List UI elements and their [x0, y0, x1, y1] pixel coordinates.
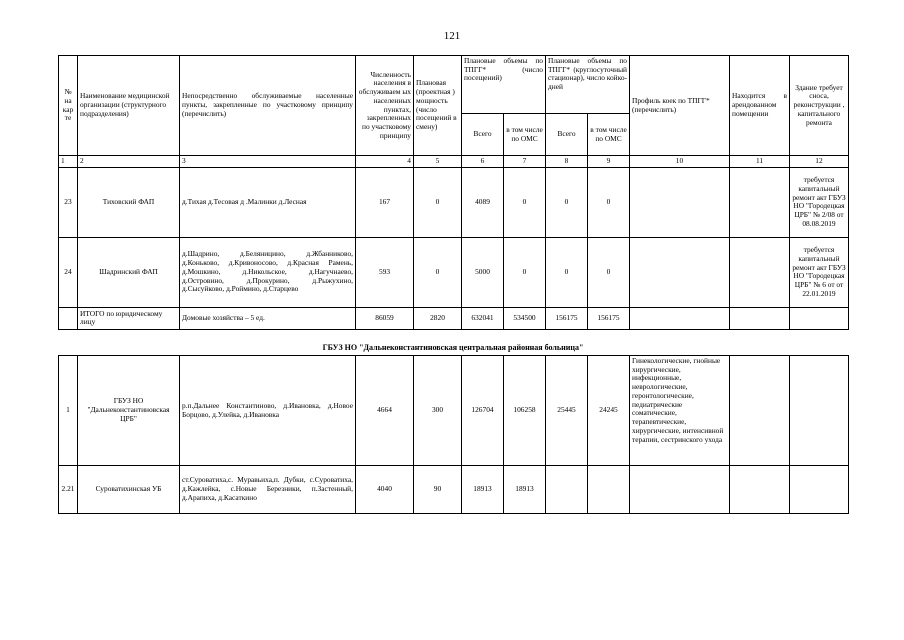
header-visits-oms: в том числе по ОМС — [504, 114, 546, 156]
row-num: 24 — [59, 237, 78, 307]
header-repair: Здание требует сноса, реконструкции , капитального ремонта — [790, 56, 849, 156]
row-hospital-oms: 0 — [588, 237, 630, 307]
row-population: 593 — [356, 237, 414, 307]
header-visits: Плановые объемы по ТПГГ* (число посещений) — [462, 56, 546, 114]
header-rented: Находится в арендованном помещении — [730, 56, 790, 156]
row-bed-profile — [630, 466, 730, 514]
row-places: д.Тихая д.Тесовая д .Малинки д.Лесная — [180, 167, 356, 237]
row-population: 86059 — [356, 307, 414, 329]
table-row — [59, 167, 849, 237]
row-hospital-total — [546, 466, 588, 514]
row-visits-oms: 18913 — [504, 466, 546, 514]
row-bed-profile: Гинекологические, гнойные хирургические, инфекционные, неврологические, геронтологические, педиатрические соматические, терапевтические, хирургические, интенсивной терапии, сестринского ухода — [630, 356, 730, 466]
row-places: р.п.Дальнее Константиново, д.Ивановка, д.Новое Борцово, д.Улейка, д.Ивановка — [180, 356, 356, 466]
colnum: 12 — [790, 156, 849, 168]
header-bed-profile: Профиль коек по ТПГГ* (перечислить) — [630, 56, 730, 156]
row-visits-total: 18913 — [462, 466, 504, 514]
row-org-name: Тиховский ФАП — [78, 167, 180, 237]
row-num: 1 — [59, 356, 78, 466]
colnum: 3 — [180, 156, 356, 168]
header-visits-total: Всего — [462, 114, 504, 156]
row-visits-total: 5000 — [462, 237, 504, 307]
row-repair — [790, 466, 849, 514]
row-capacity: 0 — [414, 167, 462, 237]
row-places: ст.Суроватиха,с. Муравьиха,п. Дубки, с.Суроватиха, д.Кажлейка, с.Новые Березники, п.Застенный, д.Арапиха, д.Касаткино — [180, 466, 356, 514]
colnum: 7 — [504, 156, 546, 168]
section-title: ГБУЗ НО "Дальнеконстантиновская центральная районная больница" — [322, 343, 584, 352]
column-numbers-row — [59, 156, 849, 168]
row-rented — [730, 307, 790, 329]
row-hospital-total: 0 — [546, 237, 588, 307]
table-row — [59, 237, 849, 307]
row-num: 2.21 — [59, 466, 78, 514]
row-rented — [730, 466, 790, 514]
row-hospital-total: 156175 — [546, 307, 588, 329]
colnum: 2 — [78, 156, 180, 168]
row-num — [59, 307, 78, 329]
header-places: Непосредственно обслуживаемые населенные пункты, закрепленные по участковому принципу (перечислить) — [180, 56, 356, 156]
row-visits-total: 632041 — [462, 307, 504, 329]
row-capacity: 300 — [414, 356, 462, 466]
row-population: 4664 — [356, 356, 414, 466]
header-hospital-total: Всего — [546, 114, 588, 156]
row-org-name: Шадринский ФАП — [78, 237, 180, 307]
colnum: 11 — [730, 156, 790, 168]
row-hospital-total: 25445 — [546, 356, 588, 466]
row-visits-oms: 106258 — [504, 356, 546, 466]
row-visits-oms: 0 — [504, 167, 546, 237]
row-rented — [730, 167, 790, 237]
table-row — [59, 466, 849, 514]
page-number: 121 — [443, 30, 461, 42]
colnum: 9 — [588, 156, 630, 168]
row-visits-oms: 0 — [504, 237, 546, 307]
row-bed-profile — [630, 307, 730, 329]
colnum: 1 — [59, 156, 78, 168]
row-repair: требуется капитальный ремонт акт ГБУЗ НО "Городецкая ЦРБ" № 2/08 от 08.08.2019 — [790, 167, 849, 237]
header-capacity: Плановая (проектная ) мощность (число посещений в смену) — [414, 56, 462, 156]
row-places: Домовые хозяйства – 5 ед. — [180, 307, 356, 329]
row-capacity: 2820 — [414, 307, 462, 329]
row-org-name: ИТОГО по юридическому лицу — [78, 307, 180, 329]
row-bed-profile — [630, 167, 730, 237]
colnum: 4 — [356, 156, 414, 168]
header-org-name: Наименование медицинской организации (структурного подразделения) — [78, 56, 180, 156]
total-row — [59, 307, 849, 329]
row-capacity: 90 — [414, 466, 462, 514]
row-rented — [730, 237, 790, 307]
header-hospital-oms: в том числе по ОМС — [588, 114, 630, 156]
row-hospital-oms: 24245 — [588, 356, 630, 466]
row-population: 4040 — [356, 466, 414, 514]
row-capacity: 0 — [414, 237, 462, 307]
row-places: д.Шадрино, д.Беляницино, д.Жбанниково, д.Коньково, д.Кривоносово, д.Красная Рамень, д.Мошкино, д.Никольское, д.Нагучнаево, д.Островино, д.Прокурино, д.Рыжухино, д.Сысуйково, д.Роймино, д.Старцево — [180, 237, 356, 307]
row-visits-total: 4089 — [462, 167, 504, 237]
row-hospital-total: 0 — [546, 167, 588, 237]
facilities-table-top — [58, 55, 849, 330]
table-row — [59, 356, 849, 466]
row-bed-profile — [630, 237, 730, 307]
row-repair — [790, 356, 849, 466]
colnum: 5 — [414, 156, 462, 168]
row-hospital-oms: 0 — [588, 167, 630, 237]
colnum: 10 — [630, 156, 730, 168]
colnum: 8 — [546, 156, 588, 168]
facilities-table-bottom — [58, 355, 849, 514]
header-population: Численность населения в обслуживаем ых населенных пунктах, закрепленных по участковому принципу — [356, 56, 414, 156]
row-org-name: ГБУЗ НО "Дальнеконстантиновская ЦРБ" — [78, 356, 180, 466]
row-hospital-oms — [588, 466, 630, 514]
header-hospital: Плановые объемы по ТПГГ* (круглосуточный стационар), число койко-дней — [546, 56, 630, 114]
row-rented — [730, 356, 790, 466]
colnum: 6 — [462, 156, 504, 168]
row-population: 167 — [356, 167, 414, 237]
row-num: 23 — [59, 167, 78, 237]
row-org-name: Суроватихинская УБ — [78, 466, 180, 514]
row-hospital-oms: 156175 — [588, 307, 630, 329]
header-num: № на кар те — [59, 56, 78, 156]
row-repair — [790, 307, 849, 329]
row-repair: требуется капитальный ремонт акт ГБУЗ НО "Городецкая ЦРБ" № 6 от от 22.01.2019 — [790, 237, 849, 307]
row-visits-oms: 534500 — [504, 307, 546, 329]
row-visits-total: 126704 — [462, 356, 504, 466]
